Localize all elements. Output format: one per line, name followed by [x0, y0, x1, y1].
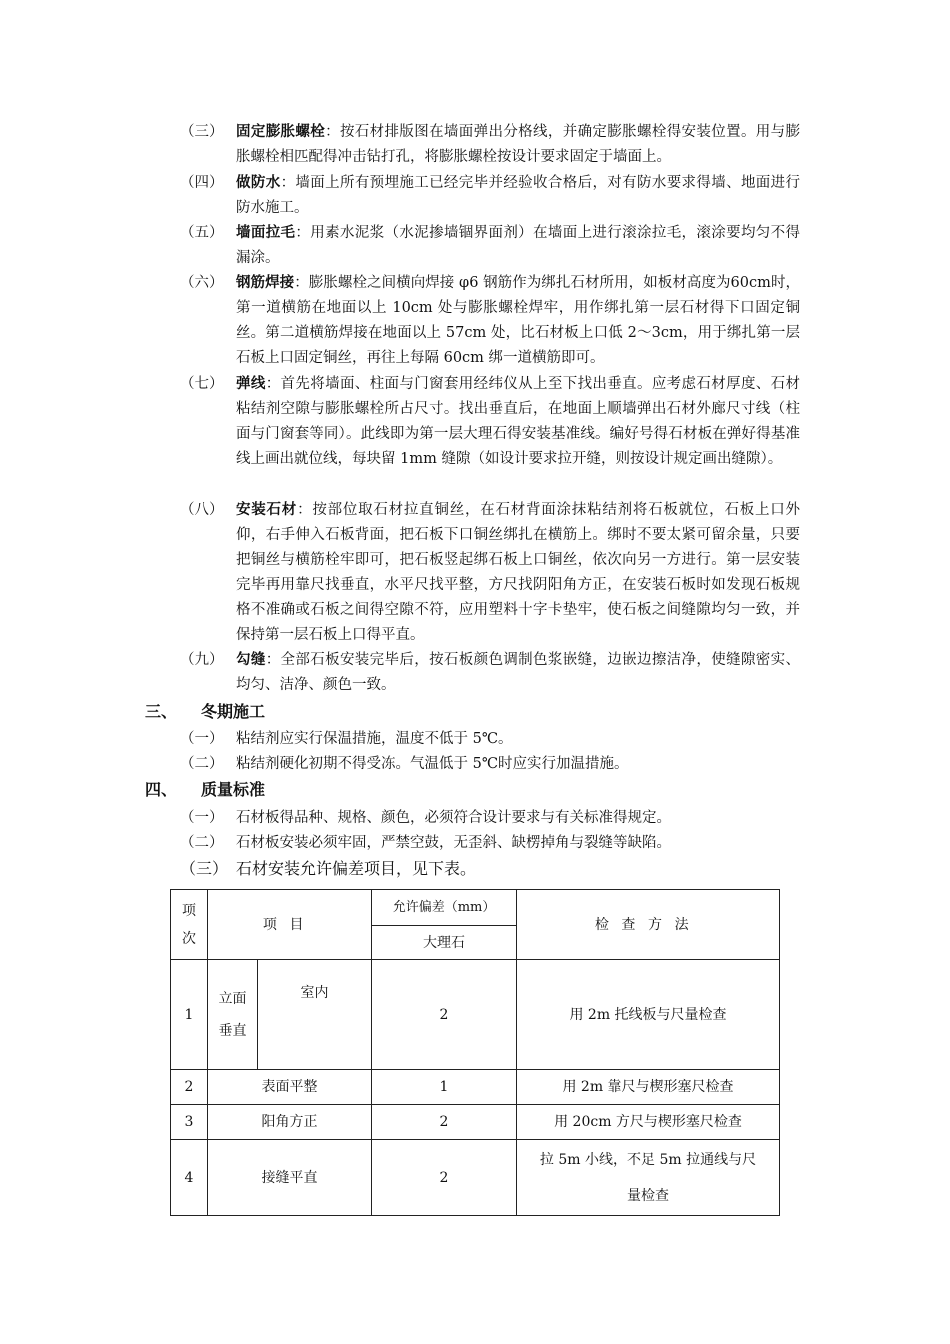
row-method: 用 20cm 方尺与楔形塞尺检查	[517, 1105, 780, 1140]
step-9	[180, 648, 800, 698]
section-title: 冬期施工	[201, 702, 266, 721]
row-group-line2: 垂直	[218, 1022, 247, 1039]
row-group-line1: 立面	[218, 990, 247, 1007]
step-title: 做防水	[236, 175, 281, 191]
step-3	[180, 120, 800, 170]
item-text: 石材板得品种、规格、颜色，必须符合设计要求与有关标准得规定。	[236, 810, 671, 826]
step-title: 固定膨胀螺栓	[236, 124, 326, 140]
section-number: 四、	[145, 780, 178, 799]
section-heading-quality	[145, 778, 265, 802]
step-number: （七）	[180, 376, 224, 392]
step-title: 钢筋焊接	[236, 275, 295, 291]
step-number: （五）	[180, 225, 224, 241]
row-method	[517, 1140, 780, 1216]
row-group	[208, 960, 258, 1070]
tolerance-table	[170, 889, 780, 1216]
row-value: 2	[372, 960, 517, 1070]
row-item: 室内	[258, 960, 372, 1070]
row-method: 用 2m 靠尺与楔形塞尺检查	[517, 1070, 780, 1105]
winter-item-2	[180, 752, 629, 776]
section-title: 质量标准	[201, 780, 266, 799]
item-text: 粘结剂硬化初期不得受冻。气温低于 5℃时应实行加温措施。	[236, 756, 629, 772]
item-text: 石材安装允许偏差项目，见下表。	[236, 859, 477, 878]
section-heading-winter	[145, 700, 265, 724]
table-row	[171, 1070, 780, 1105]
quality-item-1	[180, 806, 671, 830]
step-number: （六）	[180, 275, 224, 291]
header-method: 检查方法	[517, 890, 780, 960]
row-item: 表面平整	[208, 1070, 372, 1105]
row-value: 2	[372, 1140, 517, 1216]
step-8	[180, 498, 800, 648]
step-text: ：全部石板安装完毕后，按石板颜色调制色浆嵌缝，边嵌边擦洁净，使缝隙密实、均匀、洁净、颜色一致。	[236, 652, 800, 693]
item-number: （一）	[180, 731, 224, 747]
item-number: （二）	[180, 835, 224, 851]
header-item: 项目	[208, 890, 372, 960]
item-text: 粘结剂应实行保温措施，温度不低于 5℃。	[236, 731, 513, 747]
step-text: ：用素水泥浆（水泥掺墙锢界面剂）在墙面上进行滚涂拉毛，滚涂要均匀不得漏涂。	[236, 225, 800, 266]
header-tolerance: 允许偏差（mm）	[372, 890, 517, 926]
step-5	[180, 221, 800, 271]
step-7	[180, 372, 800, 472]
item-text: 石材板安装必须牢固，严禁空鼓，无歪斜、缺楞掉角与裂缝等缺陷。	[236, 835, 671, 851]
row-value: 1	[372, 1070, 517, 1105]
quality-item-2	[180, 831, 671, 855]
header-item-no: 项次	[171, 890, 208, 960]
step-text: ：按部位取石材拉直铜丝，在石材背面涂抹粘结剂将石板就位，石板上口外仰，右手伸入石板背面，把石板下口铜丝绑扎在横筋上。绑时不要太紧可留余量，只要把铜丝与横筋栓牢即可，把石板竖起绑石板上口铜丝，依次向另一方进行。第一层安装完毕再用靠尺找垂直，水平尺找平整，方尺找阴阳角方正，在安装石板时如发现石板规格不准确或石板之间得空隙不符，应用塑料十字卡垫牢，使石板之间缝隙均匀一致，并保持第一层石板上口得平直。	[236, 502, 801, 643]
step-number: （九）	[180, 652, 224, 668]
winter-item-1	[180, 727, 513, 751]
header-marble: 大理石	[372, 926, 517, 960]
table-row	[171, 960, 780, 1070]
step-title: 勾缝	[236, 652, 266, 668]
step-number: （三）	[180, 124, 224, 140]
row-number: 3	[171, 1105, 208, 1140]
step-6	[180, 271, 800, 371]
row-item: 阳角方正	[208, 1105, 372, 1140]
step-text: ：膨胀螺栓之间横向焊接 φ6 钢筋作为绑扎石材所用，如板材高度为60cm时，第一道横筋在地面以上 10cm 处与膨胀螺栓焊牢，用作绑扎第一层石材得下口固定铜丝。第二道横筋焊接在地面以上 57cm 处，比石材板上口低 2～3cm，用于绑扎第一层石板上口固定铜丝，再往上每隔 60cm 绑一道横筋即可。	[236, 275, 800, 366]
row-method: 用 2m 托线板与尺量检查	[517, 960, 780, 1070]
item-number: （三）	[180, 859, 229, 878]
row-number: 1	[171, 960, 208, 1070]
step-text: ：首先将墙面、柱面与门窗套用经纬仪从上至下找出垂直。应考虑石材厚度、石材粘结剂空隙与膨胀螺栓所占尺寸。找出垂直后，在地面上顺墙弹出石材外廊尺寸线（柱面与门窗套等同）。此线即为第一层大理石得安装基准线。编好号得石材板在弹好得基准线上画出就位线，每块留 1mm 缝隙（如设计要求拉开缝，则按设计规定画出缝隙）。	[236, 376, 800, 467]
row-number: 4	[171, 1140, 208, 1216]
table-row	[171, 1105, 780, 1140]
row-item: 接缝平直	[208, 1140, 372, 1216]
step-text: ：墙面上所有预埋施工已经完毕并经验收合格后，对有防水要求得墙、地面进行防水施工。	[236, 175, 801, 216]
step-title: 弹线	[236, 376, 266, 392]
row-value: 2	[372, 1105, 517, 1140]
step-number: （四）	[180, 175, 224, 191]
quality-item-3	[180, 857, 476, 881]
step-4	[180, 171, 800, 221]
row-method-line1: 拉 5m 小线，不足 5m 拉通线与尺	[539, 1151, 757, 1168]
row-method-line2: 量检查	[627, 1187, 670, 1204]
step-number: （八）	[180, 502, 224, 518]
item-number: （一）	[180, 810, 224, 826]
item-number: （二）	[180, 756, 224, 772]
step-title: 墙面拉毛	[236, 225, 296, 241]
table-row	[171, 1140, 780, 1216]
step-title: 安装石材	[236, 502, 298, 518]
step-text: ：按石材排版图在墙面弹出分格线，并确定膨胀螺栓得安装位置。用与膨胀螺栓相匹配得冲击钻打孔，将膨胀螺栓按设计要求固定于墙面上。	[236, 124, 800, 165]
row-number: 2	[171, 1070, 208, 1105]
section-number: 三、	[145, 702, 178, 721]
